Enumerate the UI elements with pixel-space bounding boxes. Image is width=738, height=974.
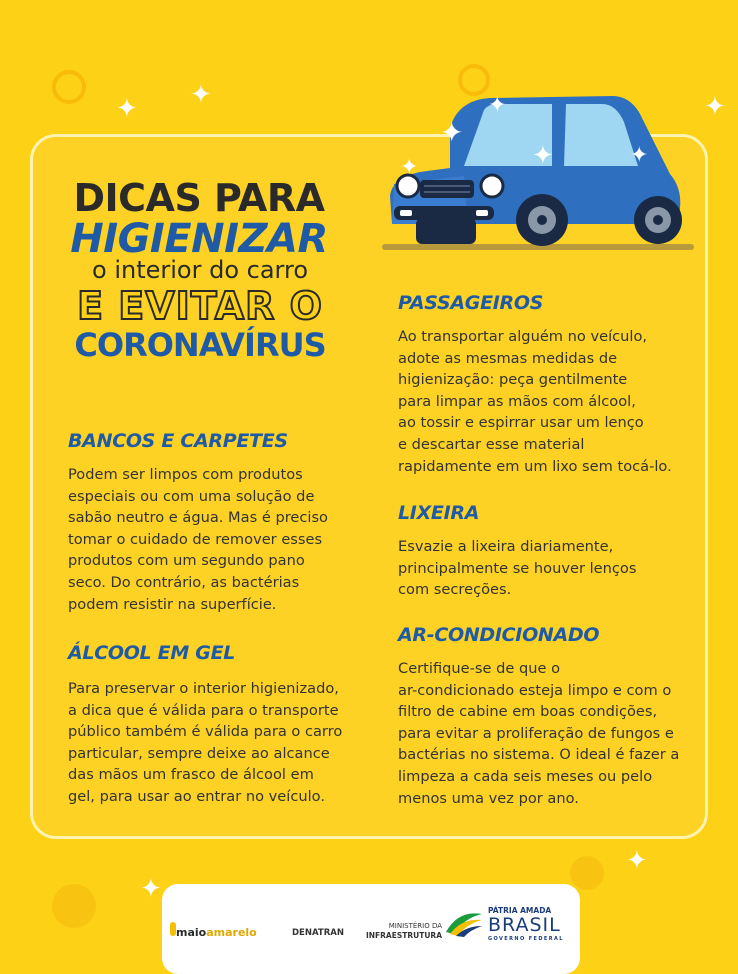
patria-line-3: GOVERNO FEDERAL	[488, 936, 564, 942]
title-line-4: E EVITAR O	[77, 284, 323, 328]
sparkle-icon: ✦	[116, 94, 138, 124]
ministerio-line-2: INFRAESTRUTURA	[365, 931, 442, 940]
brazil-flag-icon	[444, 906, 484, 938]
car-illustration	[380, 78, 700, 258]
svg-text:✦: ✦	[630, 143, 649, 168]
title-line-1: DICAS PARA	[73, 176, 325, 220]
text-alcool: Para preservar o interior higienizado, a dica que é válida para o transporte público também é válida para o carro particular, sempre deixe ao alcance das mãos um frasco de álcool em gel, para usar ao entrar no veículo.	[68, 680, 343, 805]
patria-line-1: PÁTRIA AMADA	[488, 906, 552, 915]
footer-logos	[162, 884, 580, 974]
maio-amarelo-logo	[176, 926, 257, 939]
patria-line-2: BRASIL	[488, 914, 561, 936]
heading-ar-condicionado: AR-CONDICIONADO	[398, 624, 600, 646]
heading-lixeira: LIXEIRA	[398, 502, 480, 524]
svg-text:✦: ✦	[400, 155, 419, 180]
title-line-3: o interior do carro	[92, 256, 308, 284]
text-ar-condicionado: Certifique-se de que o ar-condicionado esteja limpo e com o filtro de cabine em boas condições, para evitar a proliferação de fungos e bactérias no sistema. O ideal é fazer a limpeza a cada seis meses ou pelo menos uma vez por ano.	[398, 660, 680, 807]
text-lixeira: Esvazie a lixeira diariamente, principalmente se houver lenços com secreções.	[398, 538, 637, 599]
sparkle-icon: ✦	[140, 874, 162, 904]
ring-decoration	[52, 70, 86, 104]
circle-decoration	[52, 884, 96, 928]
svg-text:✦: ✦	[488, 93, 507, 118]
heading-bancos: BANCOS E CARPETES	[68, 430, 288, 452]
amarelo-text: amarelo	[206, 926, 257, 939]
text-bancos: Podem ser limpos com produtos especiais ou com uma solução de sabão neutro e água. Mas é preciso tomar o cuidado de remover esses produtos com um segundo pano seco. Do contrário, as bactérias podem resistir na superfície.	[68, 466, 328, 613]
text-passageiros: Ao transportar alguém no veículo, adote as mesmas medidas de higienização: peça gentilmente para limpar as mãos com álcool, ao tossir e espirrar usar um lenço e descartar esse material rapidamente em um lixo sem tocá-lo.	[398, 328, 672, 475]
ministerio-line-1: MINISTÉRIO DA	[388, 922, 442, 930]
title-line-2: HIGIENIZAR	[70, 216, 328, 262]
heading-alcool: ÁLCOOL EM GEL	[68, 642, 236, 664]
sparkle-icon: ✦	[190, 80, 212, 110]
denatran-logo: DENATRAN	[292, 928, 344, 938]
svg-text:✦: ✦	[532, 141, 554, 171]
title-line-5: CORONAVÍRUS	[74, 326, 326, 364]
heading-passageiros: PASSAGEIROS	[398, 292, 544, 314]
maio-text: maio	[176, 926, 207, 939]
sparkle-icon: ✦	[704, 92, 726, 122]
svg-text:✦: ✦	[440, 116, 464, 149]
sparkle-icon: ✦	[626, 846, 648, 876]
circle-decoration	[570, 856, 604, 890]
